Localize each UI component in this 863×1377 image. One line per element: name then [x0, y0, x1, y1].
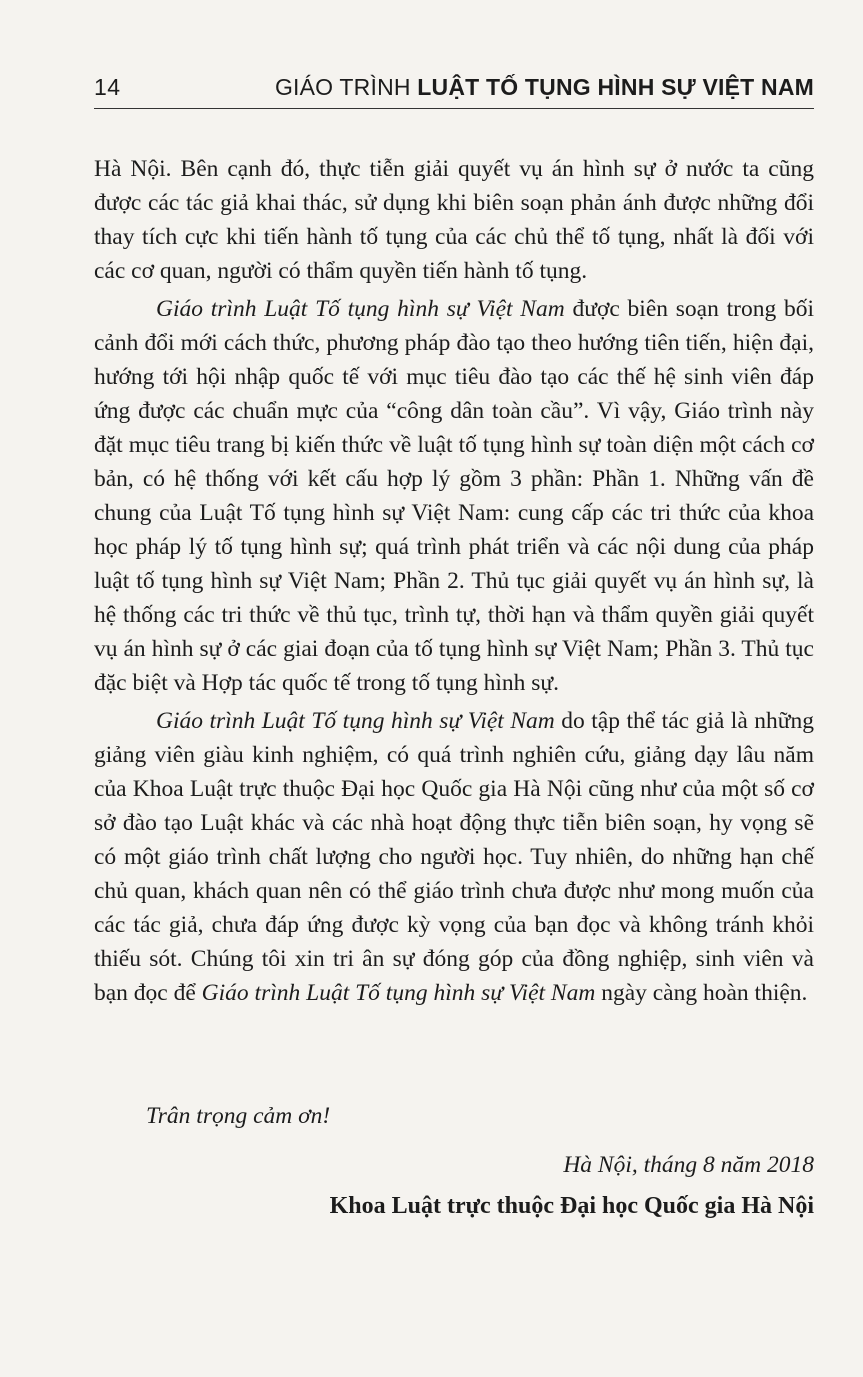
paragraph-3 [94, 704, 814, 1010]
running-head [275, 74, 814, 101]
book-title-italic: Giáo trình Luật Tố tụng hình sự Việt Nam [201, 980, 596, 1006]
header-rule [94, 108, 814, 109]
paragraph-3-end: ngày càng hoàn thiện. [595, 980, 808, 1006]
paragraph-2-text: được biên soạn trong bối cảnh đổi mới cách thức, phương pháp đào tạo theo hướng tiên tiến, hiện đại, hướng tới hội nhập quốc tế với mục tiêu đào tạo các thế hệ sinh viên đáp ứng được các chuẩn mực của “công dân toàn cầu”. Vì vậy, Giáo trình này đặt mục tiêu trang bị kiến thức về luật tố tụng hình sự toàn diện một cách cơ bản, có hệ thống với kết cấu hợp lý gồm 3 phần: Phần 1. Những vấn đề chung của Luật Tố tụng hình sự Việt Nam: cung cấp các tri thức của khoa học pháp lý tố tụng hình sự; quá trình phát triển và các nội dung của pháp luật tố tụng hình sự Việt Nam; Phần 2. Thủ tục giải quyết vụ án hình sự, là hệ thống các tri thức về thủ tục, trình tự, thời hạn và thẩm quyền giải quyết vụ án hình sự ở các giai đoạn của tố tụng hình sự Việt Nam; Phần 3. Thủ tục đặc biệt và Hợp tác quốc tế trong tố tụng hình sự. [94, 296, 815, 696]
running-head-bold: LUẬT TỐ TỤNG HÌNH SỰ VIỆT NAM [417, 74, 814, 100]
page-number: 14 [94, 74, 121, 100]
closing-signature: Khoa Luật trực thuộc Đại học Quốc gia Hà Nội [329, 1193, 814, 1219]
book-title-italic: Giáo trình Luật Tố tụng hình sự Việt Nam [156, 708, 555, 734]
closing-dateline: Hà Nội, tháng 8 năm 2018 [563, 1152, 814, 1178]
book-title-italic: Giáo trình Luật Tố tụng hình sự Việt Nam [156, 296, 565, 322]
paragraph-1: Hà Nội. Bên cạnh đó, thực tiễn giải quyết vụ án hình sự ở nước ta cũng được các tác giả khai thác, sử dụng khi biên soạn phản ánh được những đổi thay tích cực khi tiến hành tố tụng của các chủ thể tố tụng, nhất là đối với các cơ quan, người có thẩm quyền tiến hành tố tụng. [94, 156, 814, 284]
paragraph-2 [94, 292, 814, 700]
paragraph-3-text: do tập thể tác giả là những giảng viên giàu kinh nghiệm, có quá trình nghiên cứu, giảng dạy lâu năm của Khoa Luật trực thuộc Đại học Quốc gia Hà Nội cũng như của một số cơ sở đào tạo Luật khác và các nhà hoạt động thực tiễn biên soạn, hy vọng sẽ có một giáo trình chất lượng cho người học. Tuy nhiên, do những hạn chế chủ quan, khách quan nên có thể giáo trình chưa được như mong muốn của các tác giả, chưa đáp ứng được kỳ vọng của bạn đọc và không tránh khỏi thiếu sót. Chúng tôi xin tri ân sự đóng góp của đồng nghiệp, sinh viên và bạn đọc để [94, 708, 814, 1006]
page-header [94, 68, 814, 108]
body-text [94, 152, 814, 1010]
running-head-plain: GIÁO TRÌNH [274, 74, 418, 100]
closing-thanks: Trân trọng cảm ơn! [146, 1103, 331, 1129]
